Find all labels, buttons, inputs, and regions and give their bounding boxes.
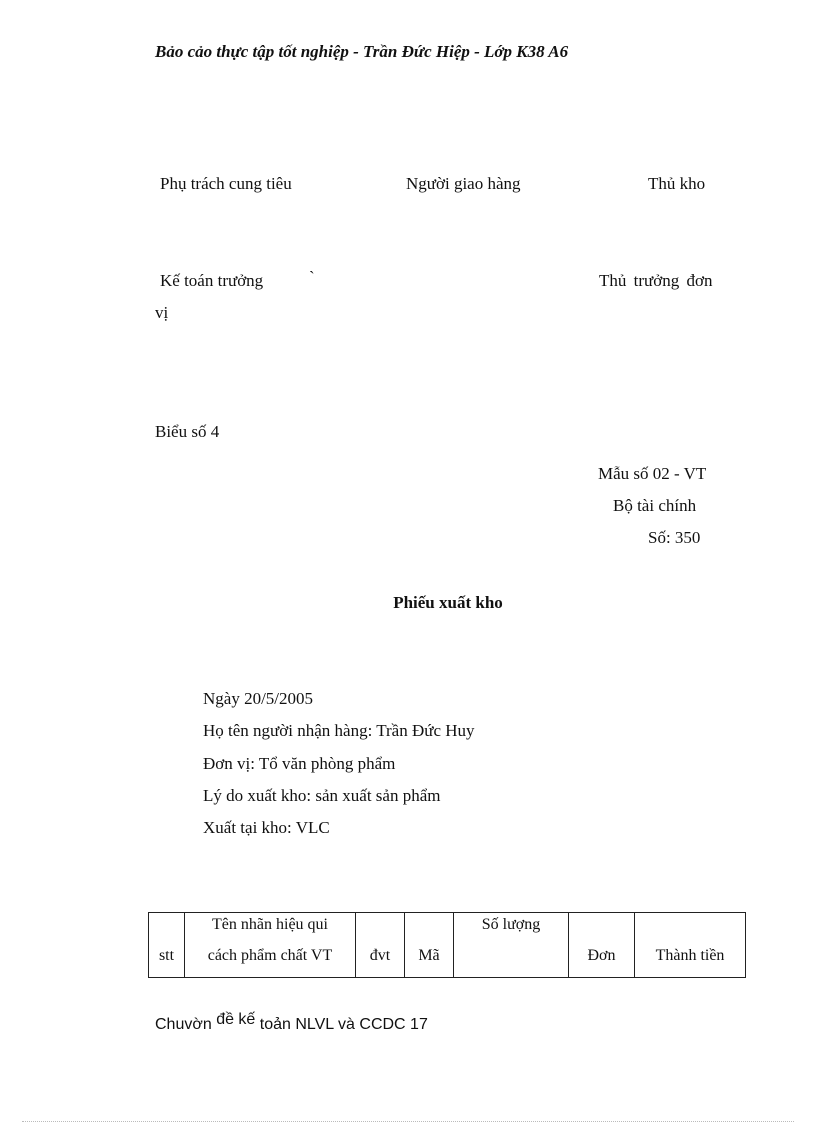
table-header-cell: đvt [356,913,405,978]
goods-table [148,912,746,978]
page-header: Bảo cảo thực tập tốt nghiệp - Trần Đức Hiệp - Lớp K38 A6 [155,42,569,61]
footer-text-1: Chuvờn [155,1016,217,1033]
page-edge-divider [22,1121,794,1122]
signature-label-storekeeper: Thủ kho [648,174,706,193]
signature-label-head-of-unit-cont: vị [155,303,169,322]
page-footer [155,1011,428,1034]
ministry-label: Bộ tài chính [613,496,697,515]
table-header-cell: stt [149,913,185,978]
appendix-label: Biểu số 4 [155,422,220,441]
signature-label-head-of-unit: Thủ trưởng đơn [599,271,713,290]
footer-text-2: đề [216,1011,234,1028]
table-header-cell: Tên nhãn hiệu qui cách phẩm chất VT [185,913,356,978]
document-number: Số: 350 [648,528,701,547]
signature-label-supply-manager: Phụ trách cung tiêu [160,174,292,193]
signature-label-deliverer: Người giao hàng [406,174,521,193]
table-header-cell: Thành tiền [635,913,746,978]
table-header-cell: Số lượng [454,913,569,978]
footer-text-3: kế [233,1011,256,1028]
stray-mark: ` [309,268,315,287]
info-reason: Lý do xuất kho: sản xuất sản phẩm [203,786,441,805]
footer-text-4: toản NLVL và CCDC 17 [255,1016,428,1033]
info-recipient: Họ tên người nhận hàng: Trần Đức Huy [203,721,475,740]
signature-label-chief-accountant: Kế toán trưởng [160,271,264,290]
info-unit: Đơn vị: Tổ văn phòng phẩm [203,754,396,773]
form-number: Mẫu số 02 - VT [598,464,707,483]
table-header-row [149,913,746,978]
document-title: Phiếu xuất kho [393,593,503,612]
info-date: Ngày 20/5/2005 [203,689,314,708]
table-header-cell: Mã [405,913,454,978]
info-warehouse: Xuất tại kho: VLC [203,818,330,837]
table-header-cell: Đơn [569,913,635,978]
